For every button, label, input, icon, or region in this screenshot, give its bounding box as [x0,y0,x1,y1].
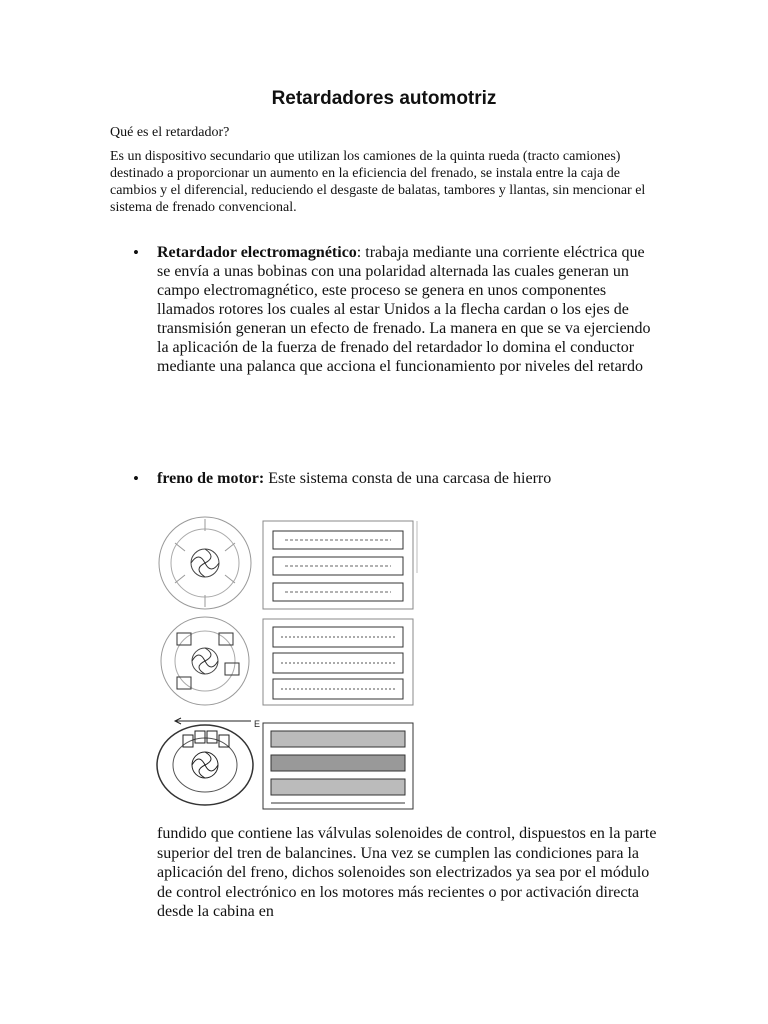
rotor-disc-3 [157,718,253,805]
rotor-disc-1 [159,517,251,609]
list-item-engine-brake [157,469,657,488]
list-item-term: Retardador electromagnético [157,244,357,261]
retarder-diagram [155,513,420,813]
continuation-paragraph: fundido que contiene las válvulas solenoides de control, dispuestos en la parte superior del tren de balancines. Una vez se cumplen las condiciones para la aplicación del freno, dichos solenoides son electrizados ya sea por el módulo de control electrónico en los motores más recientes o por activación directa desde la cabina en [157,825,657,920]
page-title: Retardadores automotriz [271,88,497,109]
list-item-term: freno de motor: [157,470,265,487]
coil-section-1 [263,521,417,609]
coil-section-2 [263,619,413,705]
question-heading: Qué es el retardador? [110,125,230,140]
figure-label: E [254,719,261,729]
coil-section-3 [263,723,413,809]
list-item-electromagnetic [157,243,657,376]
bullet-2: • [133,469,139,488]
list-item-text: Este sistema consta de una carcasa de hierro [264,470,552,487]
rotor-disc-2 [161,617,249,705]
bullet-1: • [133,243,139,262]
intro-paragraph: Es un dispositivo secundario que utilizan los camiones de la quinta rueda (tracto camiones) destinado a proporcionar un aumento en la eficiencia del frenado, se instala entre la caja de cambios y el diferencial, reduciendo el desgaste de balatas, tambores y llantas, sin mencionar el sistema de frenado convencional. [110,149,646,215]
list-item-text: : trabaja mediante una corriente eléctrica que se envía a unas bobinas con una polaridad alternada las cuales generan un campo electromagnético, este proceso se genera en unos componentes llamados rotores los cuales al estar Unidos a la flecha cardan o los ejes de transmisión generan un efecto de frenado. La manera en que se va ejerciendo la aplicación de la fuerza de frenado del retardador lo domina el conductor mediante una palanca que acciona el funcionamiento por niveles del retardo [157,244,651,375]
